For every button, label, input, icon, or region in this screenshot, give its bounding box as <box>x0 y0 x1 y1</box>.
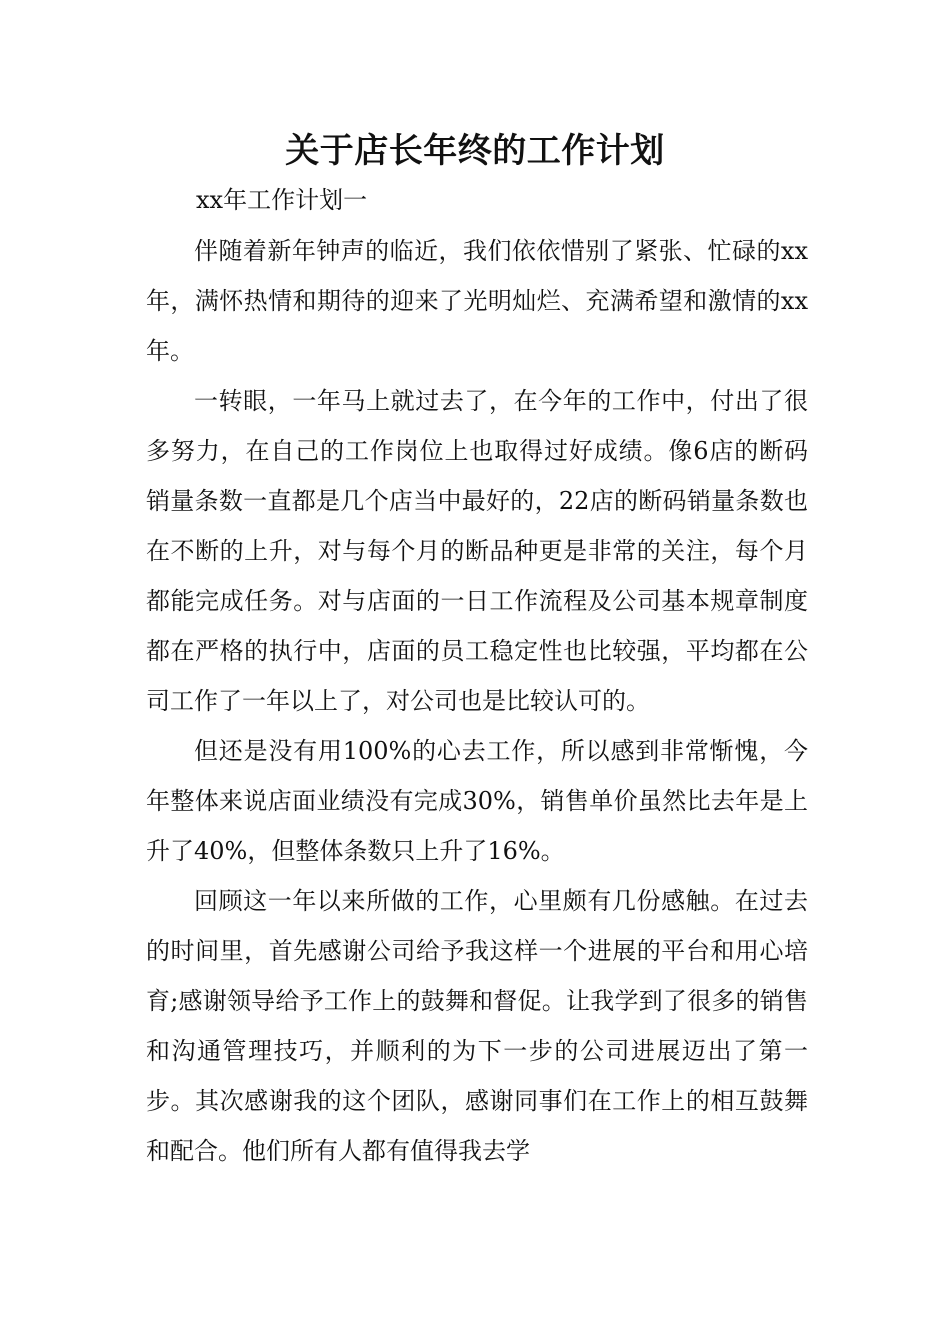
document-subtitle: xx年工作计划一 <box>196 186 368 214</box>
document-body <box>146 226 808 1176</box>
paragraph: 一转眼，一年马上就过去了，在今年的工作中，付出了很多努力，在自己的工作岗位上也取得过好成绩。像6店的断码销量条数一直都是几个店当中最好的，22店的断码销量条数也在不断的上升，对与每个月的断品种更是非常的关注，每个月都能完成任务。对与店面的一日工作流程及公司基本规章制度都在严格的执行中，店面的员工稳定性也比较强，平均都在公司工作了一年以上了，对公司也是比较认可的。 <box>146 387 808 715</box>
paragraph: 回顾这一年以来所做的工作，心里颇有几份感触。在过去的时间里，首先感谢公司给予我这样一个进展的平台和用心培育;感谢领导给予工作上的鼓舞和督促。让我学到了很多的销售和沟通管理技巧，并顺利的为下一步的公司进展迈出了第一步。其次感谢我的这个团队，感谢同事们在工作上的相互鼓舞和配合。他们所有人都有值得我去学 <box>146 887 808 1165</box>
document-title: 关于店长年终的工作计划 <box>285 131 665 171</box>
paragraph: 伴随着新年钟声的临近，我们依依惜别了紧张、忙碌的xx年，满怀热情和期待的迎来了光明灿烂、充满希望和激情的xx年。 <box>146 237 808 365</box>
paragraph: 但还是没有用100%的心去工作，所以感到非常惭愧，今年整体来说店面业绩没有完成30%，销售单价虽然比去年是上升了40%，但整体条数只上升了16%。 <box>146 737 808 865</box>
